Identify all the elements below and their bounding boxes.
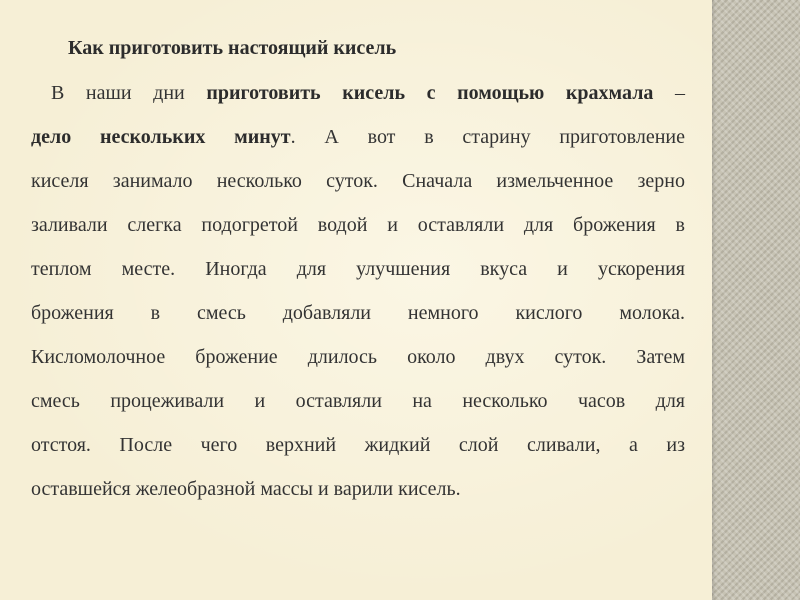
paragraph-line — [31, 122, 685, 166]
body-paragraph — [31, 78, 685, 518]
paragraph-line — [31, 78, 685, 122]
line-text: В наши дни — [51, 82, 207, 104]
paragraph-line: брожения в смесь добавляли немного кислого молока. — [31, 302, 685, 324]
paragraph-line: теплом месте. Иногда для улучшения вкуса и ускорения — [31, 258, 685, 280]
bold-phrase: дело нескольких минут — [31, 126, 291, 148]
bold-phrase: приготовить кисель с помощью крахмала — [206, 82, 654, 104]
paragraph-line: отстоя. После чего верхний жидкий слой сливали, а из — [31, 434, 685, 456]
decorative-side-strip — [712, 0, 800, 600]
paragraph-line: киселя занимало несколько суток. Сначала измельченное зерно — [31, 170, 685, 192]
paragraph-line: смесь процеживали и оставляли на несколько часов для — [31, 390, 685, 412]
line-text: – — [653, 82, 685, 104]
page-title: Как приготовить настоящий кисель — [68, 37, 397, 59]
paragraph-line: заливали слегка подогретой водой и оставляли для брожения в — [31, 214, 685, 236]
line-text: . А вот в старину приготовление — [290, 126, 685, 148]
paragraph-line: оставшейся желеобразной массы и варили кисель. — [31, 478, 461, 500]
strip-shadow — [712, 0, 716, 600]
paragraph-line: Кисломолочное брожение длилось около двух суток. Затем — [31, 346, 685, 368]
